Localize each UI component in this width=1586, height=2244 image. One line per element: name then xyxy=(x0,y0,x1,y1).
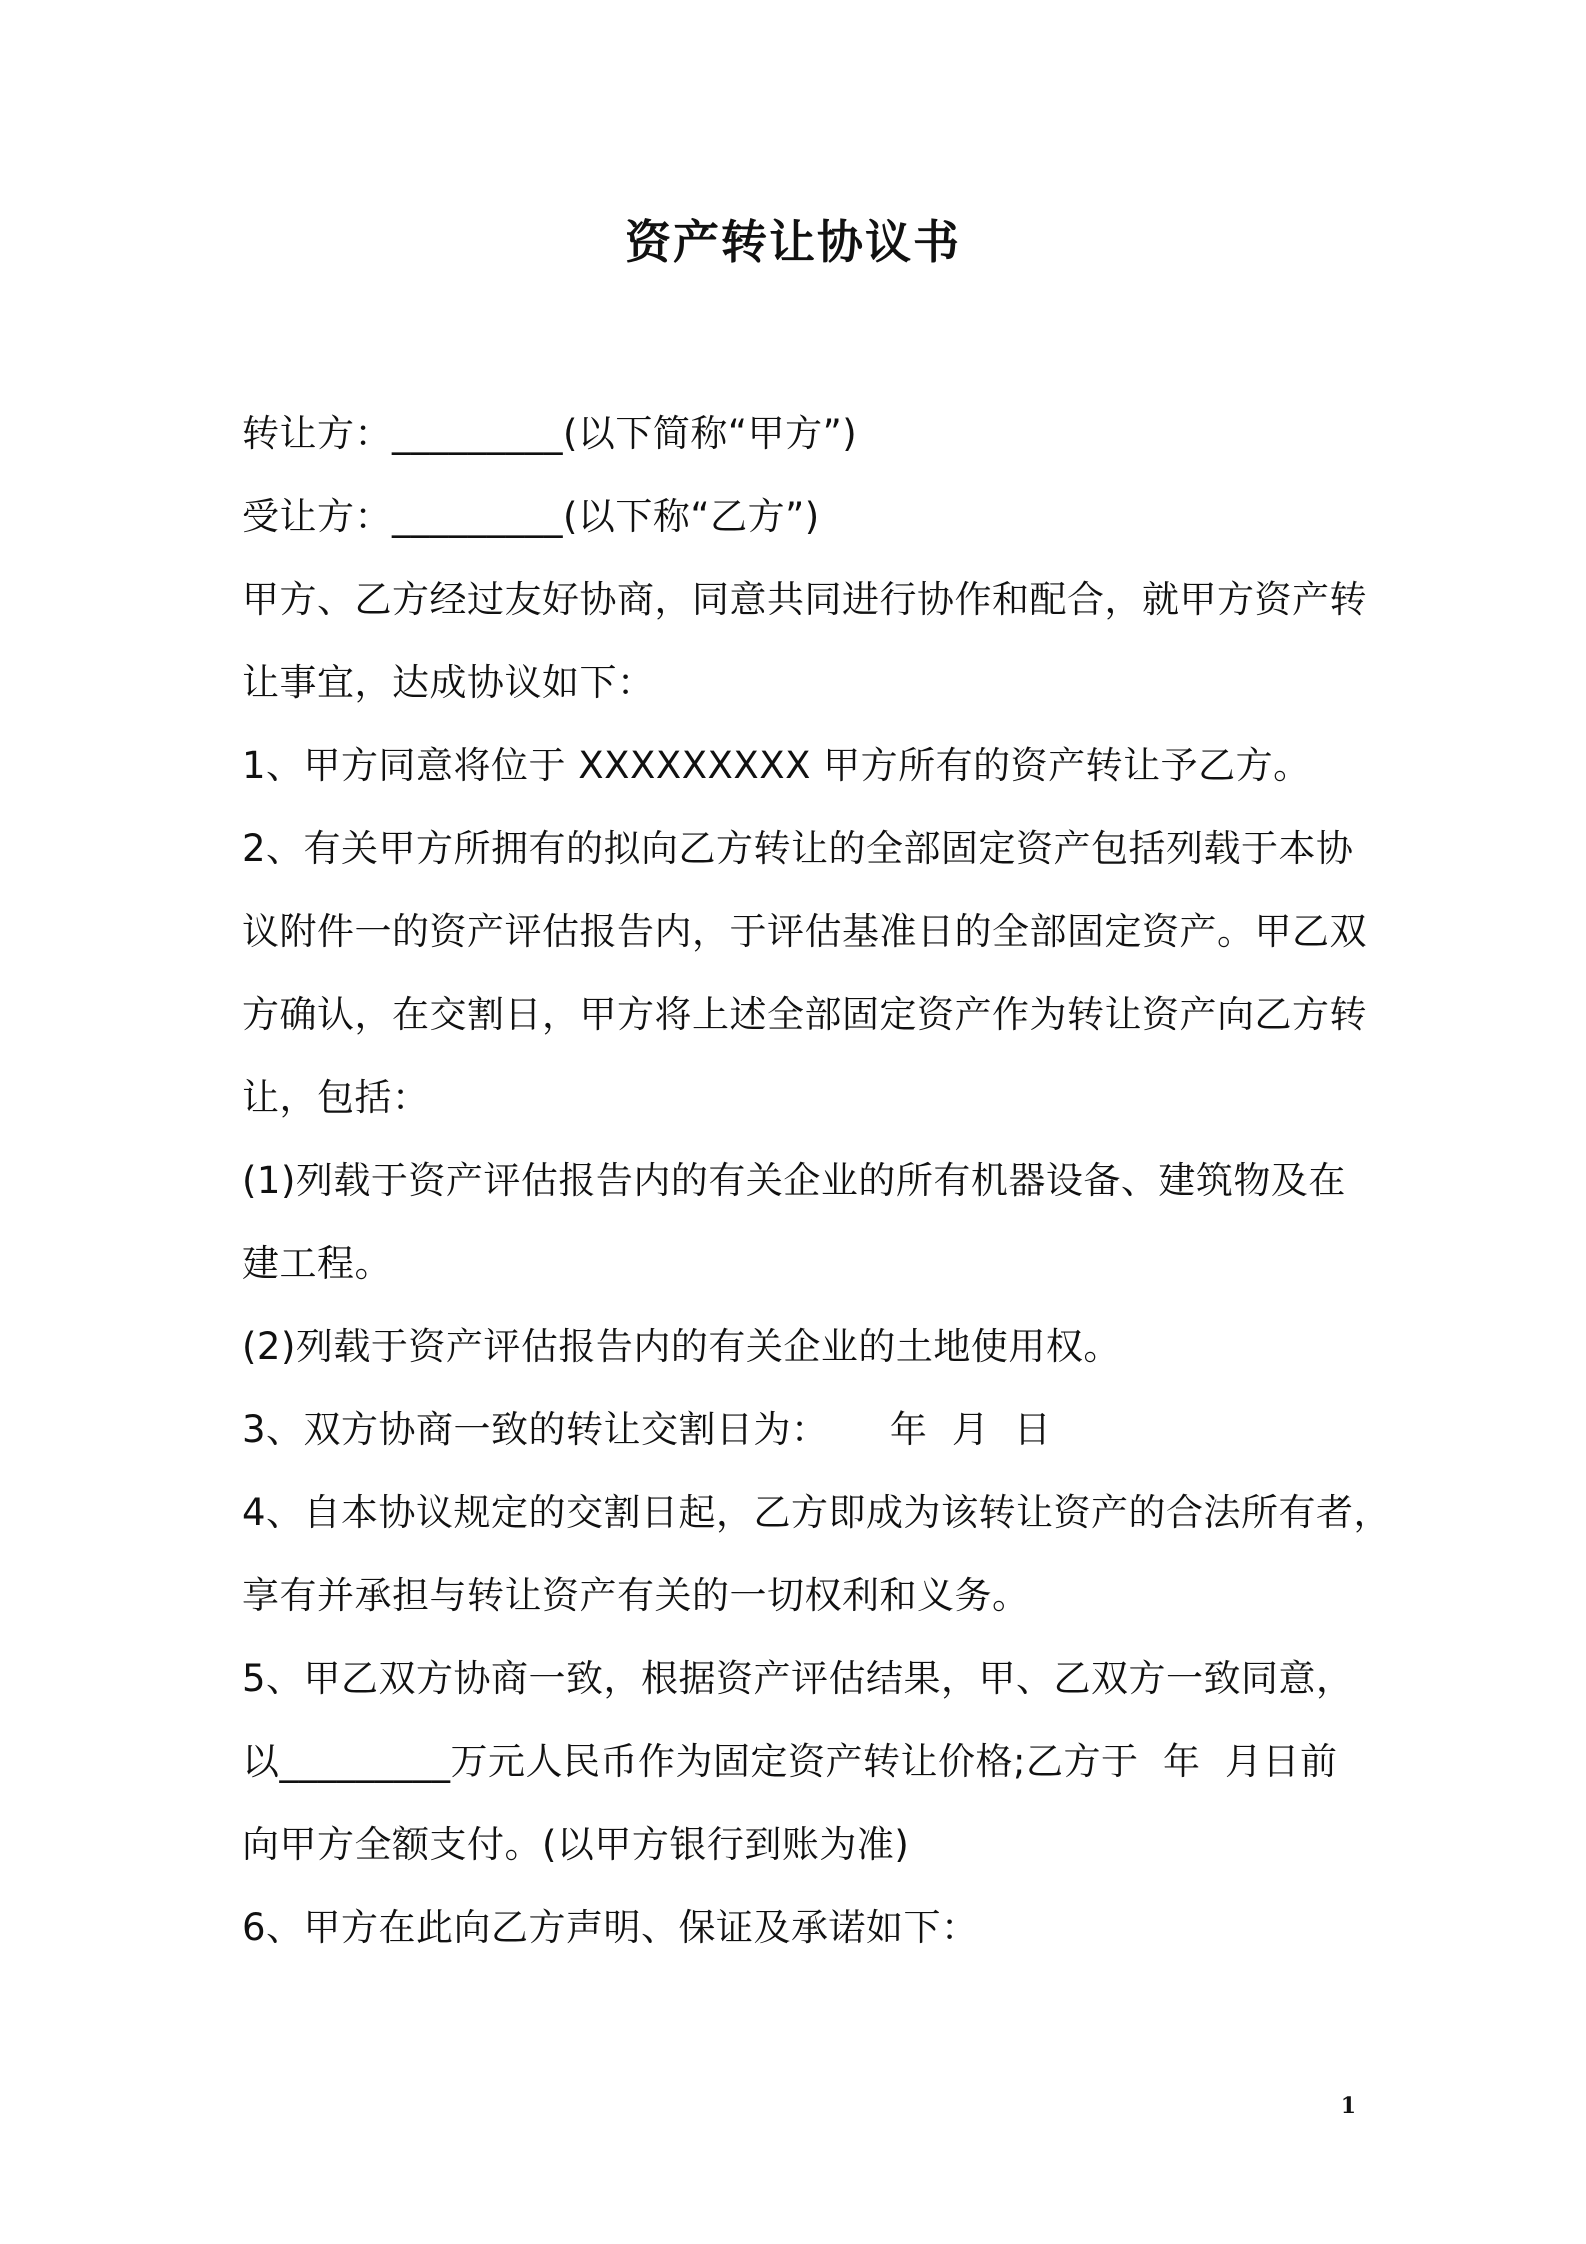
preamble-line-1: 甲方、乙方经过友好协商，同意共同进行协作和配合，就甲方资产转 xyxy=(242,578,1367,621)
transferor-line: 转让方：_________(以下简称“甲方”) xyxy=(242,412,858,455)
clause-2-line-1: 2、有关甲方所拥有的拟向乙方转让的全部固定资产包括列载于本协 xyxy=(242,827,1354,870)
clause-2-item-1-line-2: 建工程。 xyxy=(242,1242,392,1285)
clause-2-item-1-line-1: (1)列载于资产评估报告内的有关企业的所有机器设备、建筑物及在 xyxy=(242,1159,1346,1202)
clause-5-line-2: 以_________万元人民币作为固定资产转让价格;乙方于 年 月日前 xyxy=(242,1740,1338,1783)
preamble-line-2: 让事宜，达成协议如下： xyxy=(242,661,655,704)
clause-3: 3、双方协商一致的转让交割日为： 年 月 日 xyxy=(242,1408,1052,1451)
clause-2-item-2: (2)列载于资产评估报告内的有关企业的土地使用权。 xyxy=(242,1325,1121,1368)
transferee-line: 受让方：_________(以下称“乙方”) xyxy=(242,495,820,538)
clause-1: 1、甲方同意将位于 XXXXXXXXX 甲方所有的资产转让予乙方。 xyxy=(242,744,1311,787)
page-number: 1 xyxy=(1340,2093,1356,2119)
clause-6: 6、甲方在此向乙方声明、保证及承诺如下： xyxy=(242,1906,979,1949)
clause-4-line-2: 享有并承担与转让资产有关的一切权利和义务。 xyxy=(242,1574,1030,1617)
clause-2-line-2: 议附件一的资产评估报告内，于评估基准日的全部固定资产。甲乙双 xyxy=(242,910,1367,953)
clause-5-line-1: 5、甲乙双方协商一致，根据资产评估结果，甲、乙双方一致同意， xyxy=(242,1657,1354,1700)
clause-2-line-3: 方确认，在交割日，甲方将上述全部固定资产作为转让资产向乙方转 xyxy=(242,993,1367,1036)
clause-4-line-1: 4、自本协议规定的交割日起，乙方即成为该转让资产的合法所有者， xyxy=(242,1491,1392,1534)
document-title: 资产转让协议书 xyxy=(625,215,961,269)
clause-2-line-4: 让，包括： xyxy=(242,1076,430,1119)
clause-5-line-3: 向甲方全额支付。(以甲方银行到账为准) xyxy=(242,1823,910,1866)
